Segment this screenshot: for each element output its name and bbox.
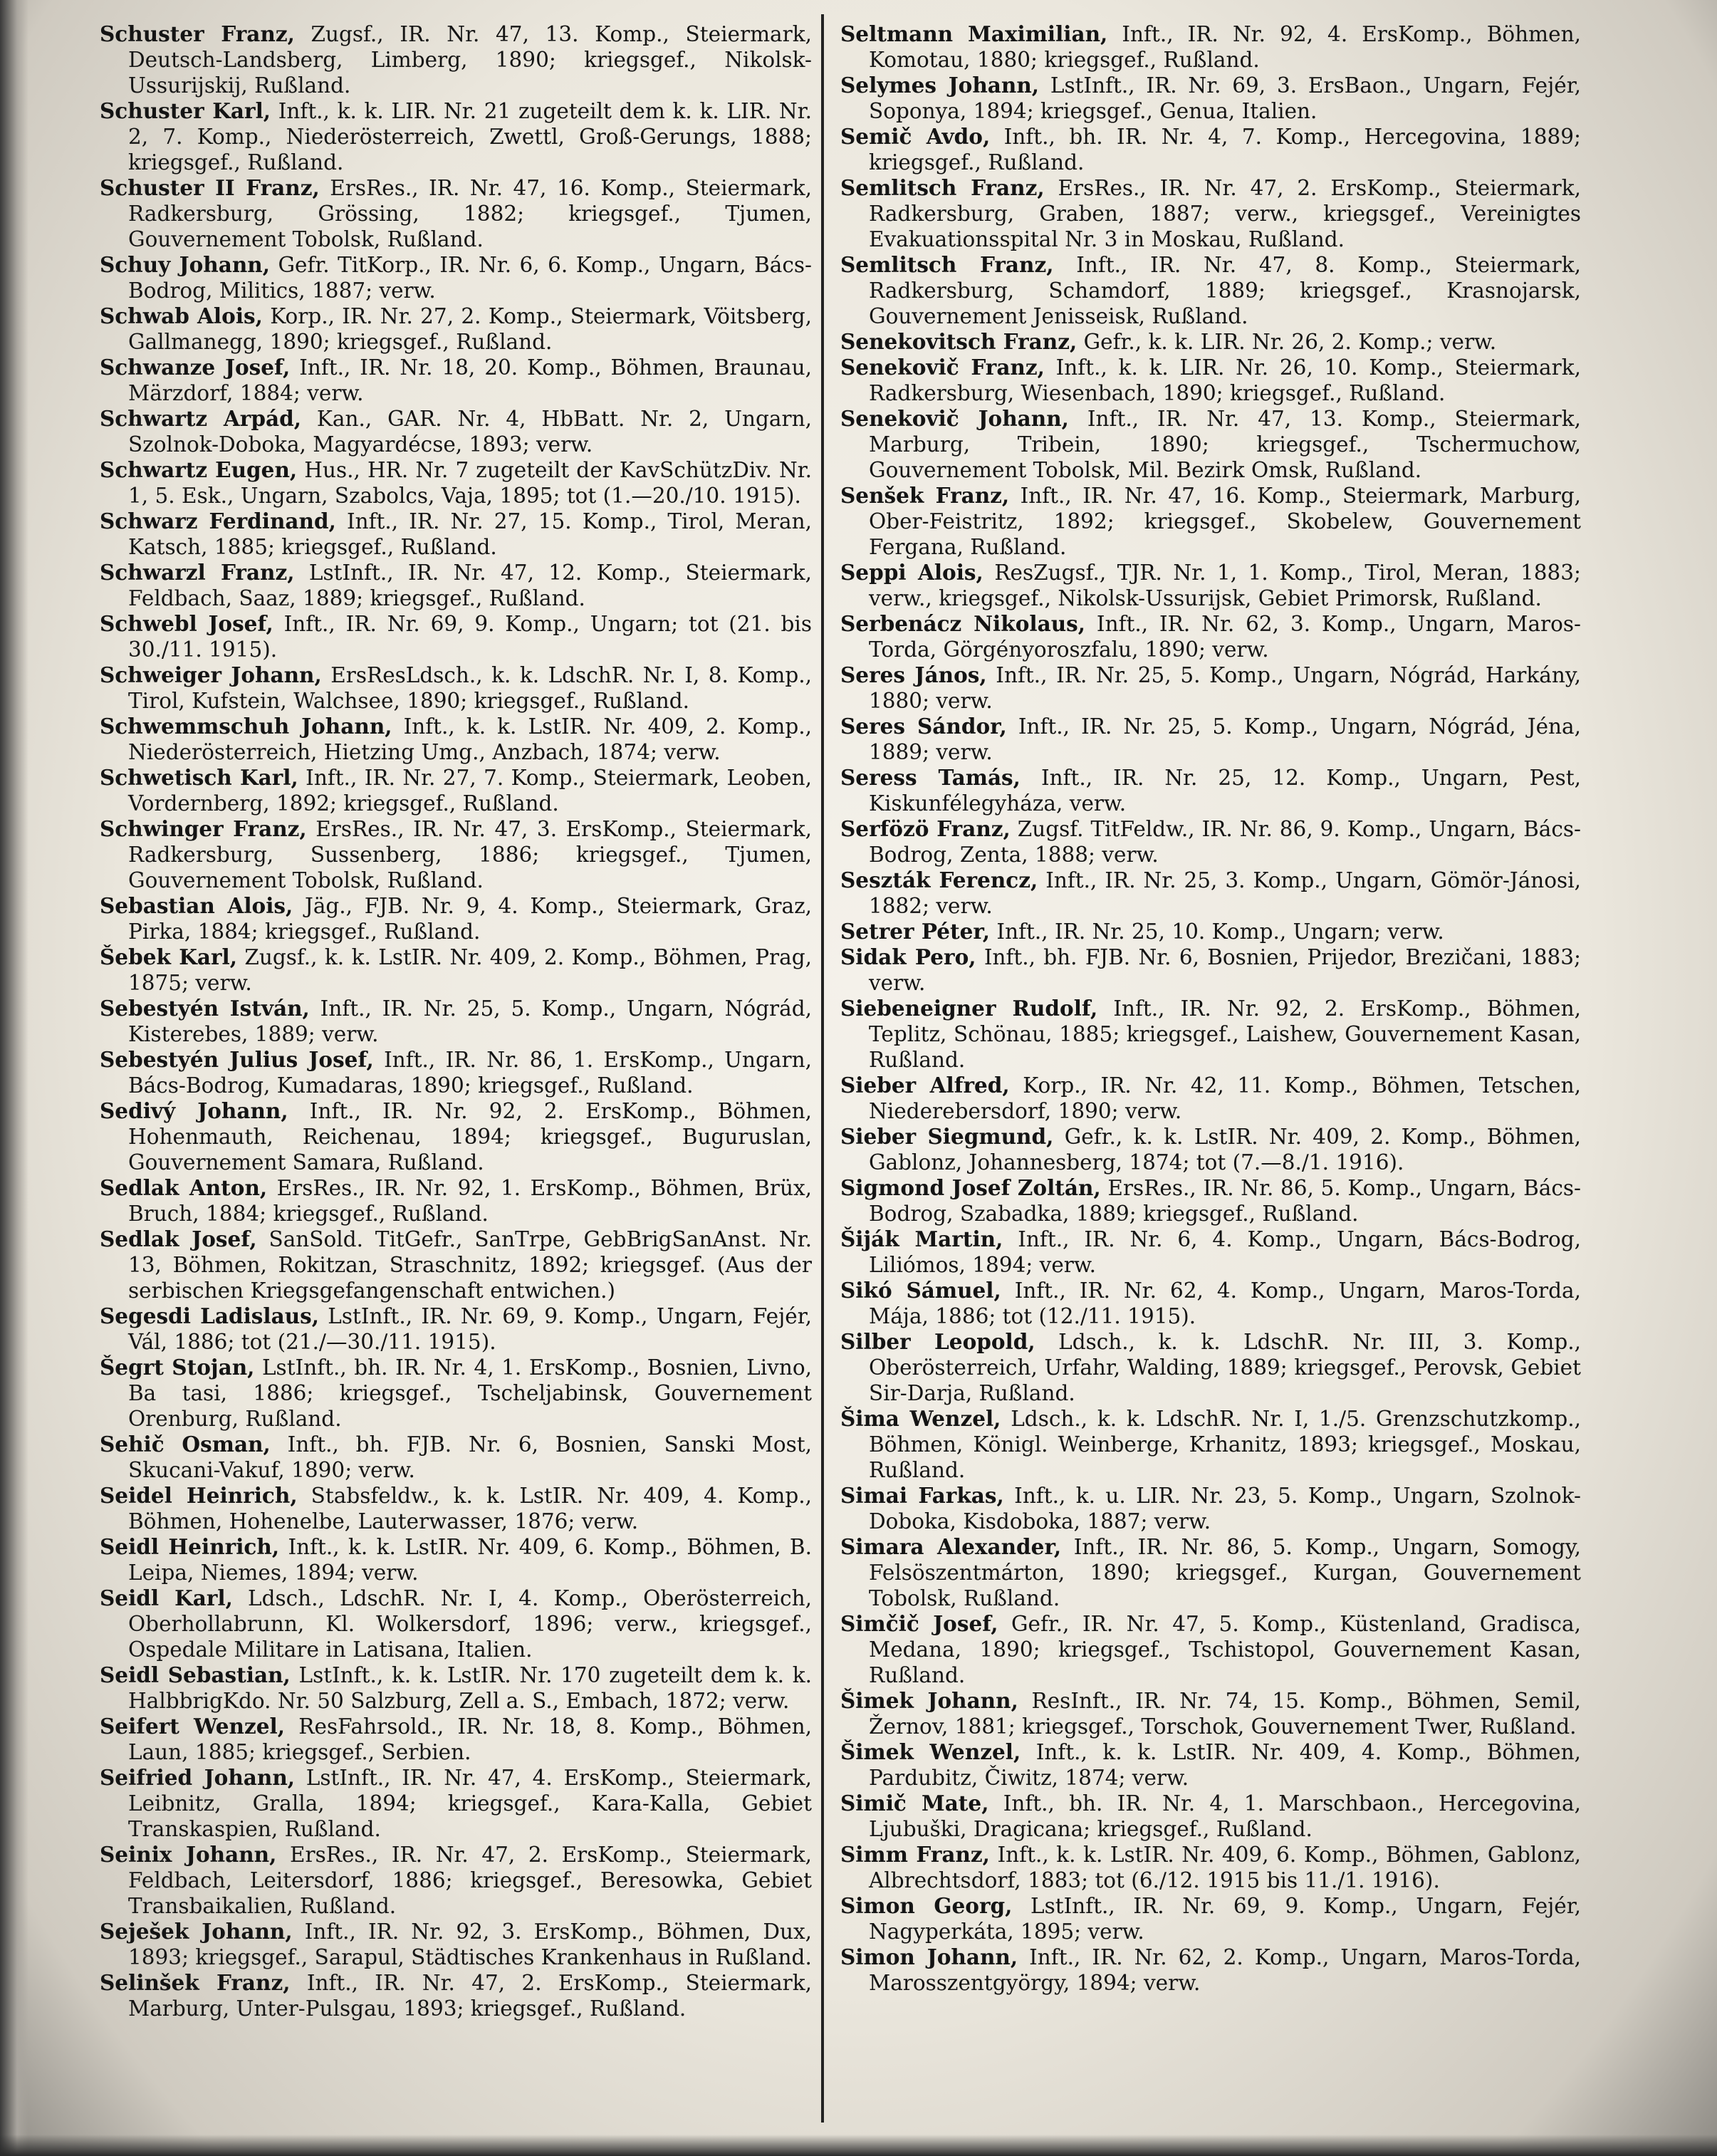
- entry-name: Sikó Sámuel,: [840, 1278, 1001, 1303]
- entry-name: Šimek Johann,: [840, 1688, 1018, 1713]
- list-entry: [100, 1175, 812, 1227]
- entry-name: Sieber Alfred,: [840, 1073, 1010, 1098]
- entry-name: Seifert Wenzel,: [100, 1714, 286, 1739]
- list-entry: [840, 868, 1581, 919]
- entry-text: Zugsf., k. k. LstIR. Nr. 409, 2. Komp., Böhmen, Prag, 1875; verw.: [128, 945, 812, 995]
- list-entry: [840, 406, 1581, 483]
- entry-text: Korp., IR. Nr. 27, 2. Komp., Steiermark, Vöitsberg, Gallmanegg, 1890; kriegsgef., Rußland.: [128, 304, 812, 354]
- list-entry: [840, 252, 1581, 329]
- entry-text: Inft., IR. Nr. 25, 10. Komp., Ungarn; verw.: [990, 920, 1444, 944]
- list-entry: [840, 355, 1581, 406]
- entry-name: Selymes Johann,: [840, 73, 1040, 98]
- list-entry: [100, 560, 812, 611]
- list-entry: [100, 944, 812, 996]
- entry-name: Sigmond Josef Zoltán,: [840, 1175, 1101, 1200]
- entry-text: Gefr., k. k. LstIR. Nr. 409, 2. Komp., Böhmen, Gablonz, Johannesberg, 1874; tot (7.—8./1. 1916).: [869, 1125, 1581, 1175]
- entry-name: Senekovič Franz,: [840, 355, 1045, 380]
- list-entry: [100, 1662, 812, 1714]
- list-entry: [840, 765, 1581, 816]
- entry-text: ErsRes., IR. Nr. 47, 2. ErsKomp., Steiermark, Radkersburg, Graben, 1887; verw., kriegsgef., Vereinigtes Evakuationsspital Nr. 3 in Moskau, Rußland.: [869, 176, 1581, 251]
- list-entry: [840, 1406, 1581, 1483]
- entry-name: Serbenácz Nikolaus,: [840, 611, 1086, 636]
- entry-name: Sebestyén Julius Josef,: [100, 1047, 374, 1072]
- list-entry: [840, 1893, 1581, 1944]
- entry-text: LstInft., k. k. LstIR. Nr. 170 zugeteilt dem k. k. HalbbrigKdo. Nr. 50 Salzburg, Zell a. S., Embach, 1872; verw.: [128, 1663, 812, 1713]
- entry-name: Schwarzl Franz,: [100, 560, 295, 585]
- list-entry: [100, 303, 812, 355]
- list-entry: [100, 175, 812, 252]
- entry-text: Gefr., IR. Nr. 47, 5. Komp., Küstenland, Gradisca, Medana, 1890; kriegsgef., Tschistopol, Gouvernement Kasan, Rußland.: [869, 1612, 1581, 1687]
- list-entry: [840, 714, 1581, 765]
- entry-name: Simara Alexander,: [840, 1534, 1062, 1559]
- entry-text: Ldsch., LdschR. Nr. I, 4. Komp., Oberösterreich, Oberhollabrunn, Kl. Wolkersdorf, 1896; verw., kriegsgef., Ospedale Militare in Latisana, Italien.: [128, 1586, 812, 1662]
- entry-name: Simon Johann,: [840, 1944, 1018, 1969]
- entry-text: Inft., IR. Nr. 25, 5. Komp., Ungarn, Nógrád, Jéna, 1889; verw.: [869, 714, 1581, 764]
- entry-text: Inft., k. k. LstIR. Nr. 409, 6. Komp., Böhmen, B. Leipa, Niemes, 1894; verw.: [128, 1535, 812, 1585]
- entry-text: Inft., bh. FJB. Nr. 6, Bosnien, Prijedor, Brezičani, 1883; verw.: [869, 945, 1581, 995]
- list-entry: [100, 996, 812, 1047]
- column-divider: [821, 14, 824, 2123]
- entry-text: ErsRes., IR. Nr. 47, 3. ErsKomp., Steiermark, Radkersburg, Sussenberg, 1886; kriegsgef., Tjumen, Gouvernement Tobolsk, Rußland.: [128, 817, 812, 892]
- entry-name: Simm Franz,: [840, 1842, 990, 1867]
- entry-text: Inft., IR. Nr. 86, 1. ErsKomp., Ungarn, Bács-Bodrog, Kumadaras, 1890; kriegsgef., Rußland.: [128, 1048, 812, 1098]
- entry-name: Seltmann Maximilian,: [840, 21, 1108, 46]
- entry-name: Seješek Johann,: [100, 1919, 293, 1944]
- list-entry: [840, 483, 1581, 560]
- entry-name: Senšek Franz,: [840, 483, 1010, 508]
- list-entry: [840, 1278, 1581, 1329]
- entry-text: LstInft., IR. Nr. 69, 9. Komp., Ungarn, Fejér, Nagyperkáta, 1895; verw.: [869, 1894, 1581, 1944]
- entry-name: Sedlak Anton,: [100, 1175, 268, 1200]
- entry-text: LstInft., IR. Nr. 47, 4. ErsKomp., Steiermark, Leibnitz, Gralla, 1894; kriegsgef., Kara-Kalla, Gebiet Transkaspien, Rußland.: [128, 1766, 812, 1841]
- entry-name: Silber Leopold,: [840, 1329, 1035, 1354]
- entry-text: Gefr. TitKorp., IR. Nr. 6, 6. Komp., Ungarn, Bács-Bodrog, Militics, 1887; verw.: [128, 253, 812, 303]
- list-entry: [100, 1227, 812, 1303]
- list-entry: [840, 1688, 1581, 1739]
- list-entry: [840, 1791, 1581, 1842]
- list-entry: [840, 21, 1581, 73]
- entry-name: Semlitsch Franz,: [840, 252, 1054, 277]
- entry-text: Inft., IR. Nr. 92, 2. ErsKomp., Böhmen, Teplitz, Schönau, 1885; kriegsgef., Laishew, Gouvernement Kasan, Rußland.: [869, 996, 1581, 1072]
- entry-name: Semlitsch Franz,: [840, 175, 1045, 200]
- entry-text: LstInft., IR. Nr. 69, 3. ErsBaon., Ungarn, Fejér, Soponya, 1894; kriegsgef., Genua, Italien.: [869, 73, 1581, 123]
- list-entry: [840, 816, 1581, 868]
- entry-name: Simon Georg,: [840, 1893, 1013, 1918]
- list-entry: [100, 893, 812, 944]
- scan-edge-left: [0, 0, 28, 2156]
- entry-name: Schuster Franz,: [100, 21, 295, 46]
- entry-text: Gefr., k. k. LIR. Nr. 26, 2. Komp.; verw.: [1077, 330, 1497, 354]
- entry-name: Seinix Johann,: [100, 1842, 277, 1867]
- entry-name: Seress Tamás,: [840, 765, 1021, 790]
- list-entry: [840, 1944, 1581, 1996]
- list-entry: [100, 1483, 812, 1534]
- list-entry: [100, 1303, 812, 1355]
- entry-text: Inft., IR. Nr. 62, 4. Komp., Ungarn, Maros-Torda, Mája, 1886; tot (12./11. 1915).: [869, 1279, 1581, 1328]
- entry-name: Schwinger Franz,: [100, 816, 307, 841]
- list-entry: [100, 509, 812, 560]
- list-entry: [100, 1585, 812, 1662]
- entry-text: ErsRes., IR. Nr. 47, 16. Komp., Steiermark, Radkersburg, Grössing, 1882; kriegsgef., Tjumen, Gouvernement Tobolsk, Rußland.: [128, 176, 812, 251]
- entry-name: Sebestyén István,: [100, 996, 310, 1021]
- list-entry: [100, 355, 812, 406]
- entry-text: LstInft., IR. Nr. 69, 9. Komp., Ungarn, Fejér, Vál, 1886; tot (21./—30./11. 1915).: [128, 1304, 812, 1354]
- entry-name: Schwartz Arpád,: [100, 406, 301, 431]
- entry-name: Serfözö Franz,: [840, 816, 1011, 841]
- entry-name: Seidel Heinrich,: [100, 1483, 298, 1508]
- entry-text: Inft., bh. IR. Nr. 4, 7. Komp., Hercegovina, 1889; kriegsgef., Rußland.: [869, 125, 1581, 175]
- list-entry: [100, 98, 812, 175]
- entry-text: Inft., IR. Nr. 92, 4. ErsKomp., Böhmen, Komotau, 1880; kriegsgef., Rußland.: [869, 22, 1581, 72]
- entry-text: Ldsch., k. k. LdschR. Nr. III, 3. Komp., Oberösterreich, Urfahr, Walding, 1889; kriegsgef., Perovsk, Gebiet Sir-Darja, Rußland.: [869, 1330, 1581, 1405]
- entry-name: Schwemmschuh Johann,: [100, 714, 392, 739]
- list-entry: [840, 1227, 1581, 1278]
- entry-text: ErsRes., IR. Nr. 86, 5. Komp., Ungarn, Bács-Bodrog, Szabadka, 1889; kriegsgef., Rußland.: [869, 1176, 1581, 1226]
- entry-name: Schwetisch Karl,: [100, 765, 298, 790]
- entry-text: Inft., k. u. LIR. Nr. 23, 5. Komp., Ungarn, Szolnok-Doboka, Kisdoboka, 1887; verw.: [869, 1484, 1581, 1533]
- entry-name: Schuy Johann,: [100, 252, 271, 277]
- list-entry: [100, 1765, 812, 1842]
- entry-text: Zugsf., IR. Nr. 47, 13. Komp., Steiermark, Deutsch-Landsberg, Limberg, 1890; kriegsgef., Nikolsk-Ussurijskij, Rußland.: [128, 22, 812, 98]
- entry-text: Inft., IR. Nr. 62, 3. Komp., Ungarn, Maros-Torda, Görgényoroszfalu, 1890; verw.: [869, 612, 1581, 662]
- entry-text: Inft., IR. Nr. 47, 2. ErsKomp., Steiermark, Marburg, Unter-Pulsgau, 1893; kriegsgef., Rußland.: [128, 1971, 812, 2021]
- entry-text: Inft., IR. Nr. 62, 2. Komp., Ungarn, Maros-Torda, Marosszentgyörgy, 1894; verw.: [869, 1945, 1581, 1995]
- entry-name: Seszták Ferencz,: [840, 868, 1038, 892]
- entry-name: Simčič Josef,: [840, 1611, 998, 1636]
- entry-name: Semič Avdo,: [840, 124, 991, 149]
- entry-text: Inft., k. k. LstIR. Nr. 409, 2. Komp., Niederösterreich, Hietzing Umg., Anzbach, 1874; verw.: [128, 714, 812, 764]
- entry-text: Korp., IR. Nr. 42, 11. Komp., Böhmen, Tetschen, Niederebersdorf, 1890; verw.: [869, 1073, 1581, 1123]
- list-entry: [100, 457, 812, 509]
- list-entry: [100, 714, 812, 765]
- list-entry: [840, 996, 1581, 1073]
- entry-name: Sebastian Alois,: [100, 893, 293, 918]
- entry-name: Šebek Karl,: [100, 944, 237, 969]
- list-entry: [100, 816, 812, 893]
- entry-name: Siebeneigner Rudolf,: [840, 996, 1098, 1021]
- entry-text: Inft., IR. Nr. 18, 20. Komp., Böhmen, Braunau, Märzdorf, 1884; verw.: [128, 355, 812, 405]
- list-entry: [840, 560, 1581, 611]
- entry-name: Setrer Péter,: [840, 919, 991, 944]
- entry-name: Sidak Pero,: [840, 944, 976, 969]
- list-entry: [100, 252, 812, 303]
- list-entry: [840, 944, 1581, 996]
- entry-text: Inft., IR. Nr. 86, 5. Komp., Ungarn, Somogy, Felsöszentmárton, 1890; kriegsgef., Kurgan, Gouvernement Tobolsk, Rußland.: [869, 1535, 1581, 1610]
- entry-name: Simai Farkas,: [840, 1483, 1004, 1508]
- entry-text: Inft., IR. Nr. 25, 5. Komp., Ungarn, Nógrád, Kisterebes, 1889; verw.: [128, 996, 812, 1046]
- entry-name: Šegrt Stojan,: [100, 1355, 255, 1380]
- entry-name: Šima Wenzel,: [840, 1406, 1001, 1431]
- list-entry: [100, 1534, 812, 1585]
- entry-text: Inft., k. k. LstIR. Nr. 409, 4. Komp., Böhmen, Pardubitz, Čiwitz, 1874; verw.: [869, 1740, 1581, 1790]
- list-entry: [100, 1714, 812, 1765]
- entry-text: Inft., IR. Nr. 47, 16. Komp., Steiermark, Marburg, Ober-Feistritz, 1892; kriegsgef., Skobelew, Gouvernement Fergana, Rußland.: [869, 484, 1581, 559]
- entry-text: Jäg., FJB. Nr. 9, 4. Komp., Steiermark, Graz, Pirka, 1884; kriegsgef., Rußland.: [128, 894, 812, 944]
- entry-name: Seifried Johann,: [100, 1765, 296, 1790]
- entry-text: Kan., GAR. Nr. 4, HbBatt. Nr. 2, Ungarn, Szolnok-Doboka, Magyardécse, 1893; verw.: [128, 407, 812, 457]
- entry-name: Seppi Alois,: [840, 560, 983, 585]
- entry-name: Schuster Karl,: [100, 98, 271, 123]
- list-entry: [840, 1124, 1581, 1175]
- entry-name: Segesdi Ladislaus,: [100, 1303, 320, 1328]
- list-entry: [100, 662, 812, 714]
- list-entry: [100, 1047, 812, 1098]
- list-entry: [840, 1073, 1581, 1124]
- entry-name: Schwebl Josef,: [100, 611, 273, 636]
- list-entry: [100, 1098, 812, 1175]
- entry-text: Zugsf. TitFeldw., IR. Nr. 86, 9. Komp., Ungarn, Bács-Bodrog, Zenta, 1888; verw.: [869, 817, 1581, 867]
- list-entry: [100, 406, 812, 457]
- list-entry: [840, 919, 1581, 944]
- entry-text: Hus., HR. Nr. 7 zugeteilt der KavSchützDiv. Nr. 1, 5. Esk., Ungarn, Szabolcs, Vaja, 1895; tot (1.—20./10. 1915).: [128, 458, 812, 508]
- entry-name: Senekovitsch Franz,: [840, 329, 1077, 354]
- entry-text: LstInft., IR. Nr. 47, 12. Komp., Steiermark, Feldbach, Saaz, 1889; kriegsgef., Rußland.: [128, 561, 812, 610]
- list-entry: [840, 1534, 1581, 1611]
- entry-name: Seidl Heinrich,: [100, 1534, 280, 1559]
- list-entry: [840, 611, 1581, 662]
- entry-text: Inft., IR. Nr. 25, 3. Komp., Ungarn, Gömör-Jánosi, 1882; verw.: [869, 868, 1581, 918]
- entry-text: SanSold. TitGefr., SanTrpe, GebBrigSanAnst. Nr. 13, Böhmen, Rokitzan, Straschnitz, 1892; kriegsgef. (Aus der serbischen Kriegsgefangenschaft entwichen.): [128, 1227, 812, 1303]
- entry-text: Inft., bh. IR. Nr. 4, 1. Marschbaon., Hercegovina, Ljubuški, Dragicana; kriegsgef., Rußland.: [869, 1791, 1581, 1841]
- list-entry: [840, 1329, 1581, 1406]
- entry-name: Schwarz Ferdinand,: [100, 509, 336, 533]
- list-entry: [840, 1175, 1581, 1227]
- entry-text: Inft., k. k. LIR. Nr. 21 zugeteilt dem k. k. LIR. Nr. 2, 7. Komp., Niederösterreich, Zwettl, Groß-Gerungs, 1888; kriegsgef., Rußland.: [128, 99, 812, 175]
- list-entry: [840, 73, 1581, 124]
- entry-text: Ldsch., k. k. LdschR. Nr. I, 1./5. Grenzschutzkomp., Böhmen, Königl. Weinberge, Krhanitz, 1893; kriegsgef., Moskau, Rußland.: [869, 1407, 1581, 1482]
- entry-name: Schwartz Eugen,: [100, 457, 298, 482]
- list-entry: [840, 1611, 1581, 1688]
- entry-name: Schwanze Josef,: [100, 355, 291, 380]
- entry-text: Inft., bh. FJB. Nr. 6, Bosnien, Sanski Most, Skucani-Vakuf, 1890; verw.: [128, 1432, 812, 1482]
- entry-name: Seidl Karl,: [100, 1585, 233, 1610]
- entry-name: Šimek Wenzel,: [840, 1739, 1021, 1764]
- entry-name: Seres János,: [840, 662, 987, 687]
- entry-text: Inft., IR. Nr. 25, 12. Komp., Ungarn, Pest, Kiskunfélegyháza, verw.: [869, 766, 1581, 816]
- list-entry: [100, 1842, 812, 1919]
- list-entry: [100, 1919, 812, 1970]
- list-entry: [100, 1432, 812, 1483]
- entry-name: Sehič Osman,: [100, 1432, 271, 1457]
- left-column: [100, 21, 812, 2144]
- entry-name: Senekovič Johann,: [840, 406, 1069, 431]
- entry-text: Inft., IR. Nr. 92, 2. ErsKomp., Böhmen, Hohenmauth, Reichenau, 1894; kriegsgef., Buguruslan, Gouvernement Samara, Rußland.: [128, 1099, 812, 1175]
- entry-text: ErsRes., IR. Nr. 47, 2. ErsKomp., Steiermark, Feldbach, Leitersdorf, 1886; kriegsgef., Beresowka, Gebiet Transbaikalien, Rußland.: [128, 1843, 812, 1918]
- entry-text: Inft., IR. Nr. 69, 9. Komp., Ungarn; tot (21. bis 30./11. 1915).: [128, 612, 812, 662]
- list-entry: [840, 1739, 1581, 1791]
- entry-name: Schweiger Johann,: [100, 662, 322, 687]
- entry-text: Inft., k. k. LstIR. Nr. 409, 6. Komp., Böhmen, Gablonz, Albrechtsdorf, 1883; tot (6./12. 1915 bis 11./1. 1916).: [869, 1843, 1581, 1892]
- entry-name: Seres Sándor,: [840, 714, 1007, 739]
- entry-text: Inft., IR. Nr. 6, 4. Komp., Ungarn, Bács-Bodrog, Liliómos, 1894; verw.: [869, 1227, 1581, 1277]
- entry-name: Šiják Martin,: [840, 1227, 1003, 1251]
- entry-name: Sieber Siegmund,: [840, 1124, 1054, 1149]
- list-entry: [100, 1970, 812, 2021]
- entry-text: Inft., IR. Nr. 92, 3. ErsKomp., Böhmen, Dux, 1893; kriegsgef., Sarapul, Städtisches Krankenhaus in Rußland.: [128, 1920, 812, 1969]
- entry-text: Stabsfeldw., k. k. LstIR. Nr. 409, 4. Komp., Böhmen, Hohenelbe, Lauterwasser, 1876; verw.: [128, 1484, 812, 1533]
- entry-text: ErsRes., IR. Nr. 92, 1. ErsKomp., Böhmen, Brüx, Bruch, 1884; kriegsgef., Rußland.: [128, 1176, 812, 1226]
- entry-text: LstInft., bh. IR. Nr. 4, 1. ErsKomp., Bosnien, Livno, Ba tasi, 1886; kriegsgef., Tscheljabinsk, Gouvernement Orenburg, Rußland.: [128, 1355, 812, 1431]
- entry-text: Inft., IR. Nr. 47, 13. Komp., Steiermark, Marburg, Tribein, 1890; kriegsgef., Tschermuchow, Gouvernement Tobolsk, Mil. Bezirk Omsk, Rußland.: [869, 407, 1581, 482]
- list-entry: [100, 21, 812, 98]
- list-entry: [100, 611, 812, 662]
- list-entry: [100, 765, 812, 816]
- entry-text: ResInft., IR. Nr. 74, 15. Komp., Böhmen, Semil, Žernov, 1881; kriegsgef., Torschok, Gouvernement Twer, Rußland.: [869, 1689, 1581, 1739]
- entry-text: Inft., IR. Nr. 47, 8. Komp., Steiermark, Radkersburg, Schamdorf, 1889; kriegsgef., Krasnojarsk, Gouvernement Jenisseisk, Rußland.: [869, 253, 1581, 328]
- entry-text: Inft., IR. Nr. 25, 5. Komp., Ungarn, Nógrád, Harkány, 1880; verw.: [869, 663, 1581, 713]
- entry-name: Schwab Alois,: [100, 303, 263, 328]
- entry-text: ResFahrsold., IR. Nr. 18, 8. Komp., Böhmen, Laun, 1885; kriegsgef., Serbien.: [128, 1714, 812, 1764]
- list-entry: [840, 662, 1581, 714]
- list-entry: [840, 1842, 1581, 1893]
- entry-name: Seidl Sebastian,: [100, 1662, 291, 1687]
- entry-name: Schuster II Franz,: [100, 175, 320, 200]
- list-entry: [840, 175, 1581, 252]
- entry-text: ErsResLdsch., k. k. LdschR. Nr. I, 8. Komp., Tirol, Kufstein, Walchsee, 1890; kriegsgef., Rußland.: [128, 663, 812, 713]
- entry-name: Sedivý Johann,: [100, 1098, 288, 1123]
- entry-name: Selinšek Franz,: [100, 1970, 291, 1995]
- entry-name: Sedlak Josef,: [100, 1227, 257, 1251]
- entry-text: Inft., IR. Nr. 27, 7. Komp., Steiermark, Leoben, Vordernberg, 1892; kriegsgef., Rußland.: [128, 766, 812, 816]
- list-entry: [100, 1355, 812, 1432]
- right-column: [840, 21, 1581, 2144]
- entry-name: Simič Mate,: [840, 1791, 989, 1816]
- list-entry: [840, 1483, 1581, 1534]
- entry-text: Inft., IR. Nr. 27, 15. Komp., Tirol, Meran, Katsch, 1885; kriegsgef., Rußland.: [128, 509, 812, 559]
- entry-text: ResZugsf., TJR. Nr. 1, 1. Komp., Tirol, Meran, 1883; verw., kriegsgef., Nikolsk-Ussurijsk, Gebiet Primorsk, Rußland.: [869, 561, 1581, 610]
- entry-text: Inft., k. k. LIR. Nr. 26, 10. Komp., Steiermark, Radkersburg, Wiesenbach, 1890; kriegsgef., Rußland.: [869, 355, 1581, 405]
- list-entry: [840, 329, 1581, 355]
- list-entry: [840, 124, 1581, 175]
